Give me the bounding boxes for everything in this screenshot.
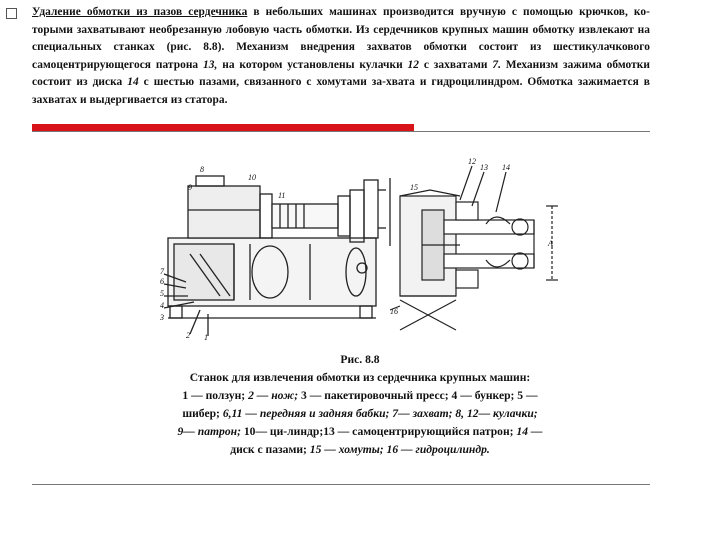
paragraph-text: в небольших машинах производится вручную с помощью крючков, ко-торыми захватывают необрезанную лобовую часть обмотки. Из сердечников крупных машин обмотку извлекают на специальных станках (рис. 8.8). Механизм внедрения захватов обмотки состоит из шестикулачкового самоцентрирующегося патрона xyxy=(32,6,650,71)
divider-line xyxy=(32,484,650,485)
ref-13: 13, xyxy=(203,58,218,71)
callout-label: 10 xyxy=(248,173,256,182)
caption-line xyxy=(120,441,600,459)
caption-line xyxy=(120,423,600,441)
paragraph-lead: Удаление обмотки из пазов сердечника xyxy=(32,6,248,18)
caption-part: 6,11 — передняя и задняя бабки; 7— захват; xyxy=(222,407,456,420)
caption-subtitle: Станок для извлечения обмотки из сердечника крупных машин: xyxy=(189,371,531,384)
caption-line xyxy=(120,405,600,423)
caption-part: 1 — ползун; xyxy=(182,389,249,402)
caption-part: 2 — нож; xyxy=(248,389,301,402)
body-paragraph xyxy=(32,4,650,110)
callout-label: 3 xyxy=(160,313,164,322)
caption-part: 14 — xyxy=(516,425,543,438)
caption-part: 4 — бункер; 5 — xyxy=(451,389,538,402)
callout-label: 13 xyxy=(480,163,488,172)
caption-part: диск с пазами; xyxy=(230,443,310,456)
ref-14: 14 xyxy=(127,76,139,89)
caption-part: 8, 12— кулачки; xyxy=(455,407,538,420)
ref-12: 12 xyxy=(407,58,420,71)
callout-label: 16 xyxy=(390,307,398,316)
caption-title: Рис. 8.8 xyxy=(340,353,380,366)
paragraph-text: с шестью пазами, связанного с хомутами за-хвата и гидроцилиндром. Обмотка зажимается в захватах и выдергивается из статора. xyxy=(32,76,650,106)
paragraph-text: на котором установлены кулачки xyxy=(217,58,408,71)
callout-label: 8 xyxy=(200,165,204,174)
callout-label: 15 xyxy=(410,183,418,192)
caption-part: 10— ци-линдр;13 — самоцентрирующийся патрон; xyxy=(243,425,517,438)
callout-label: 7 xyxy=(160,267,164,276)
callout-label: 2 xyxy=(186,331,190,340)
callout-label: 14 xyxy=(502,163,510,172)
paragraph-text: Механизм зажима обмотки состоит из диска xyxy=(32,58,650,89)
caption-part: 3 — пакетировочный пресс; xyxy=(301,389,452,402)
red-accent-bar xyxy=(32,124,414,131)
paragraph-text: с захватами xyxy=(419,58,493,71)
figure-caption xyxy=(120,351,600,459)
machine-drawing xyxy=(160,150,560,342)
callout-label: 11 xyxy=(278,191,286,200)
caption-part: 15 — хомуты; 16 — гидроцилиндр. xyxy=(309,443,490,456)
caption-part: 9— патрон; xyxy=(177,425,244,438)
callout-label: А xyxy=(548,239,553,248)
callout-label: 9 xyxy=(188,183,192,192)
caption-line xyxy=(120,387,600,405)
callout-label: 12 xyxy=(468,157,476,166)
callout-label: 1 xyxy=(204,333,208,342)
callout-label: 4 xyxy=(160,301,164,310)
callout-label: 5 xyxy=(160,289,164,298)
callout-label: 6 xyxy=(160,277,164,286)
bullet-marker xyxy=(6,8,17,19)
caption-part: шибер; xyxy=(182,407,223,420)
divider-line xyxy=(32,131,650,132)
ref-7: 7. xyxy=(492,58,501,71)
